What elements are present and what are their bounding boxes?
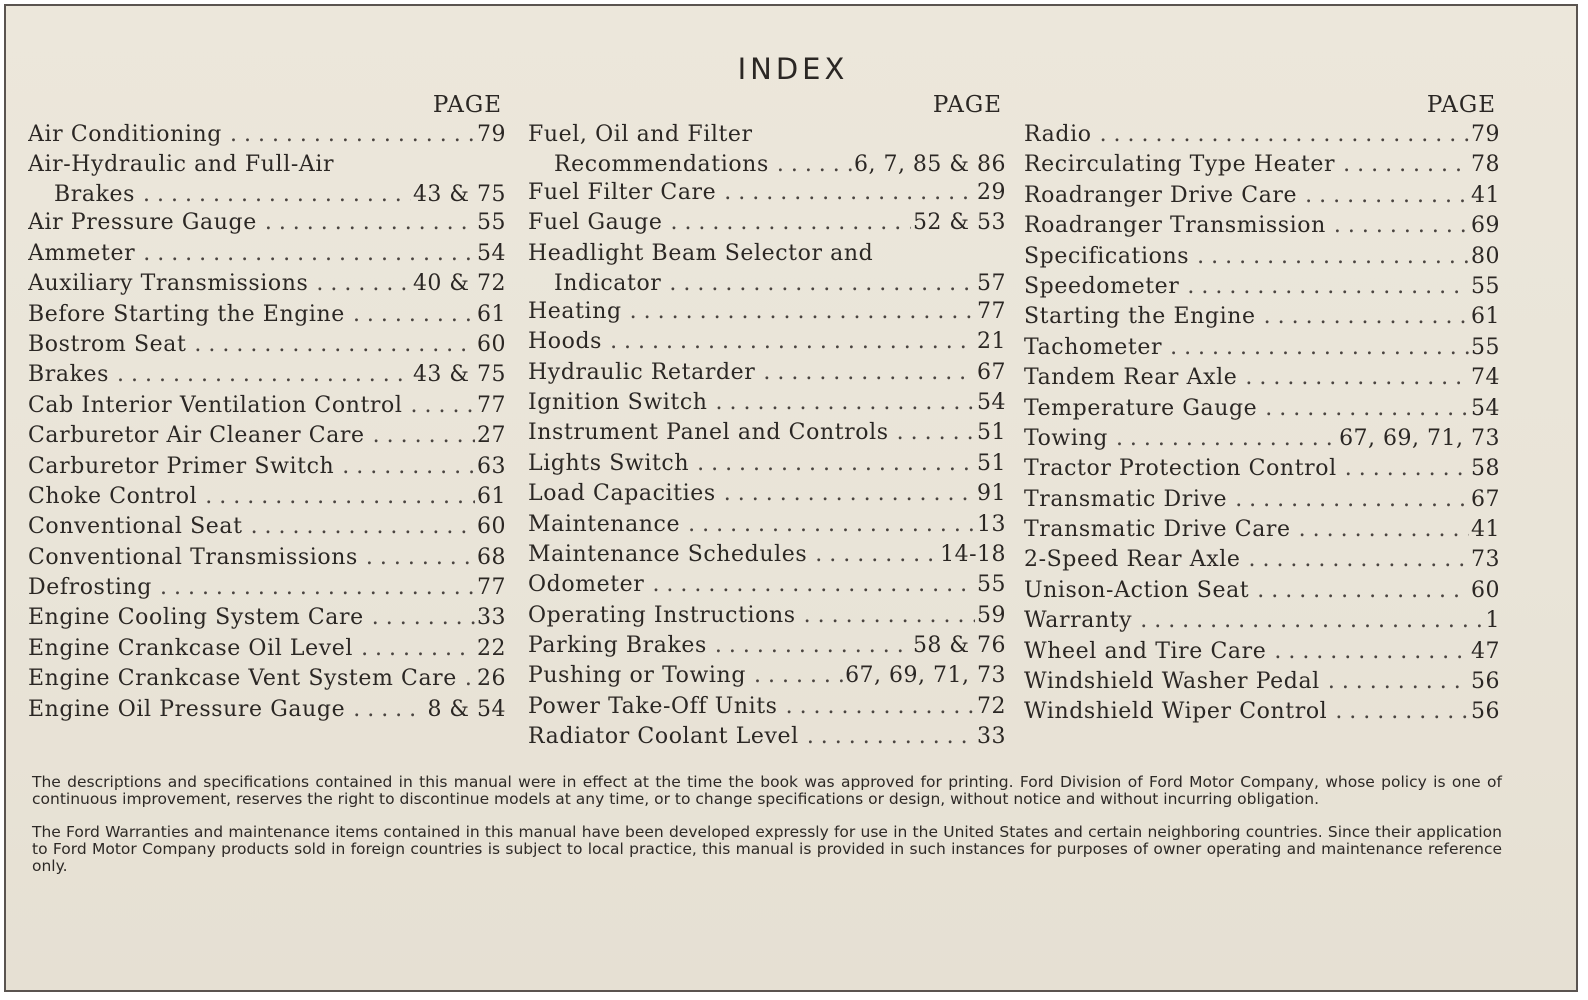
entry-page-number: 67 xyxy=(1471,486,1500,512)
entry-page-number: 55 xyxy=(1471,273,1500,299)
entry-name: Cab Interior Ventilation Control xyxy=(28,392,403,418)
index-column-1 xyxy=(28,90,506,725)
entry-page-number: 67 xyxy=(977,359,1006,385)
disclaimer-paragraph: The descriptions and specifications contained in this manual were in effect at the time the book was approved for printing. Ford Division of Ford Motor Company, whose policy is one of continuous improvement, reserves the right to discontinue models at any time, or to change specifications or design, without notice and without incurring obligation. xyxy=(32,773,1502,808)
page-column-header: PAGE xyxy=(932,92,1002,118)
dot-leader xyxy=(1248,545,1469,575)
dot-leader xyxy=(804,601,975,631)
entry-page-number: 33 xyxy=(477,605,506,631)
entry-page-number: 6, 7, 85 & 86 xyxy=(853,152,1006,177)
index-entry xyxy=(28,695,506,725)
entry-name: Roadranger Transmission xyxy=(1024,213,1326,239)
entry-page-number: 43 & 75 xyxy=(412,362,506,388)
entry-list xyxy=(28,120,506,725)
index-entry xyxy=(1024,272,1500,302)
index-entry xyxy=(28,634,506,664)
index-entry xyxy=(28,664,506,694)
entry-name: Brakes xyxy=(28,362,110,388)
entry-name: Defrosting xyxy=(28,575,152,601)
entry-name: Windshield Wiper Control xyxy=(1024,699,1328,725)
dot-leader xyxy=(1187,272,1469,302)
index-entry xyxy=(528,631,1006,661)
dot-leader xyxy=(610,327,975,357)
entry-page-number: 80 xyxy=(1471,243,1500,269)
entry-name: 2-Speed Rear Axle xyxy=(1024,547,1241,573)
disclaimer-notes xyxy=(32,774,1502,891)
dot-leader xyxy=(754,661,843,691)
index-entry xyxy=(1024,333,1500,363)
index-entry xyxy=(528,358,1006,388)
dot-leader xyxy=(361,634,475,664)
entry-name: Tachometer xyxy=(1024,334,1163,360)
index-entry xyxy=(528,540,1006,570)
dot-leader xyxy=(353,695,425,725)
dot-leader xyxy=(1305,181,1469,211)
entry-page-number: 67, 69, 71, 73 xyxy=(845,663,1006,689)
dot-leader xyxy=(1116,424,1337,454)
dot-leader xyxy=(897,418,975,448)
entry-page-number: 33 xyxy=(977,724,1006,750)
entry-name: Temperature Gauge xyxy=(1024,395,1258,421)
dot-leader xyxy=(1265,394,1469,424)
index-entry xyxy=(1024,637,1500,667)
entry-page-number: 1 xyxy=(1485,608,1500,634)
index-entry xyxy=(528,178,1006,208)
dot-leader xyxy=(724,178,975,208)
entry-page-number: 29 xyxy=(977,180,1006,205)
index-entry xyxy=(28,452,506,482)
entry-page-number: 55 xyxy=(1471,334,1500,360)
entry-name: Lights Switch xyxy=(528,450,690,476)
dot-leader xyxy=(1170,333,1469,363)
entry-name: Roadranger Drive Care xyxy=(1024,182,1298,208)
dot-leader xyxy=(1140,606,1483,636)
dot-leader xyxy=(763,358,975,388)
dot-leader xyxy=(316,269,411,299)
index-entry xyxy=(28,482,506,512)
dot-leader xyxy=(373,421,475,451)
entry-name: Engine Crankcase Vent System Care xyxy=(28,666,457,692)
entry-name: Maintenance xyxy=(528,511,681,537)
index-entry xyxy=(28,300,506,330)
entry-page-number: 73 xyxy=(1471,547,1500,573)
dot-leader xyxy=(1235,485,1469,515)
dot-leader xyxy=(230,120,475,150)
entry-name: Windshield Washer Pedal xyxy=(1024,669,1320,695)
dot-leader xyxy=(1274,637,1469,667)
entry-name: Conventional Seat xyxy=(28,514,243,540)
entry-page-number: 69 xyxy=(1471,213,1500,239)
index-entry xyxy=(528,239,1006,297)
index-column-2 xyxy=(528,90,1006,753)
entry-page-number: 57 xyxy=(977,270,1006,296)
entry-name: Heating xyxy=(528,298,622,324)
entry-name: Auxiliary Transmissions xyxy=(28,271,309,297)
entry-name: Unison-Action Seat xyxy=(1024,577,1250,603)
entry-name: Fuel Gauge xyxy=(528,210,663,236)
entry-name: Before Starting the Engine xyxy=(28,301,345,327)
index-entry xyxy=(528,570,1006,600)
dot-leader xyxy=(1343,150,1469,180)
index-entry xyxy=(28,269,506,299)
index-entry xyxy=(528,449,1006,479)
entry-name: Air Conditioning xyxy=(28,122,222,147)
entry-page-number: 54 xyxy=(977,389,1006,415)
index-entry xyxy=(1024,697,1500,727)
dot-leader xyxy=(1299,515,1469,545)
dot-leader xyxy=(1100,120,1469,150)
index-entry xyxy=(528,327,1006,357)
entry-name-line1: Headlight Beam Selector and xyxy=(528,240,874,266)
index-entry xyxy=(28,421,506,451)
entry-page-number: 60 xyxy=(477,514,506,540)
index-entry xyxy=(1024,120,1500,150)
entry-name: Carburetor Air Cleaner Care xyxy=(28,423,365,449)
index-entry xyxy=(528,297,1006,327)
dot-leader xyxy=(716,388,975,418)
index-entry xyxy=(28,603,506,633)
index-entry xyxy=(28,120,506,150)
entry-page-number: 63 xyxy=(477,453,506,479)
dot-leader xyxy=(1257,576,1469,606)
entry-page-number: 55 xyxy=(977,572,1006,598)
entry-name: Pushing or Towing xyxy=(528,663,746,689)
entry-page-number: 41 xyxy=(1471,517,1500,543)
entry-name: Conventional Transmissions xyxy=(28,544,358,570)
entry-page-number: 77 xyxy=(477,575,506,601)
entry-name-line1: Air-Hydraulic and Full-Air xyxy=(28,152,335,178)
entry-page-number: 27 xyxy=(477,423,506,449)
entry-name: Engine Crankcase Oil Level xyxy=(28,635,354,661)
index-page xyxy=(4,4,1578,992)
index-entry xyxy=(1024,242,1500,272)
index-entry xyxy=(528,661,1006,691)
entry-page-number: 52 & 53 xyxy=(912,210,1006,236)
entry-page-number: 55 xyxy=(477,210,506,236)
index-entry xyxy=(528,692,1006,722)
dot-leader xyxy=(697,449,975,479)
dot-leader xyxy=(786,692,975,722)
dot-leader xyxy=(724,479,975,509)
index-entry xyxy=(1024,302,1500,332)
index-entry xyxy=(1024,211,1500,241)
index-entry xyxy=(1024,150,1500,180)
page-column-header: PAGE xyxy=(432,92,502,118)
index-entry xyxy=(1024,363,1500,393)
dot-leader xyxy=(143,180,411,208)
entry-name: Wheel and Tire Care xyxy=(1024,638,1267,664)
dot-leader xyxy=(1328,667,1469,697)
entry-name: Engine Oil Pressure Gauge xyxy=(28,696,346,722)
entry-name: Hoods xyxy=(528,329,603,355)
entry-name: Ammeter xyxy=(28,240,136,266)
entry-page-number: 77 xyxy=(477,392,506,418)
entry-page-number: 61 xyxy=(477,483,506,509)
index-entry xyxy=(528,510,1006,540)
entry-page-number: 79 xyxy=(1471,122,1500,147)
entry-page-number: 79 xyxy=(477,122,506,147)
entry-page-number: 58 & 76 xyxy=(912,633,1006,659)
entry-page-number: 72 xyxy=(977,693,1006,719)
index-entry xyxy=(1024,545,1500,575)
entry-page-number: 58 xyxy=(1471,456,1500,482)
entry-name: Operating Instructions xyxy=(528,602,796,628)
entry-name: Radio xyxy=(1024,122,1092,147)
entry-name: Instrument Panel and Controls xyxy=(528,420,889,446)
dot-leader xyxy=(715,631,911,661)
entry-name: Transmatic Drive xyxy=(1024,486,1228,512)
entry-list xyxy=(1024,120,1500,728)
dot-leader xyxy=(1197,242,1469,272)
entry-page-number: 74 xyxy=(1471,365,1500,391)
dot-leader xyxy=(143,239,475,269)
entry-page-number: 61 xyxy=(477,301,506,327)
index-entry xyxy=(1024,606,1500,636)
index-entry xyxy=(528,479,1006,509)
entry-name: Speedometer xyxy=(1024,273,1180,299)
dot-leader xyxy=(688,510,975,540)
entry-name: Transmatic Drive Care xyxy=(1024,517,1291,543)
entry-page-number: 56 xyxy=(1471,699,1500,725)
dot-leader xyxy=(251,512,475,542)
entry-name: Power Take-Off Units xyxy=(528,693,778,719)
dot-leader xyxy=(777,150,852,178)
index-entry xyxy=(1024,515,1500,545)
dot-leader xyxy=(366,543,475,573)
entry-name: Hydraulic Retarder xyxy=(528,359,756,385)
entry-page-number: 77 xyxy=(977,298,1006,324)
entry-name: Maintenance Schedules xyxy=(528,541,808,567)
entry-page-number: 51 xyxy=(977,450,1006,476)
entry-page-number: 78 xyxy=(1471,152,1500,178)
entry-name: Recommendations xyxy=(554,152,769,177)
entry-page-number: 60 xyxy=(477,331,506,357)
entry-page-number: 60 xyxy=(1471,577,1500,603)
dot-leader xyxy=(1335,697,1469,727)
entry-name: Odometer xyxy=(528,572,645,598)
index-entry xyxy=(28,208,506,238)
entry-name: Bostrom Seat xyxy=(28,331,187,357)
entry-list xyxy=(528,120,1006,753)
dot-leader xyxy=(652,570,975,600)
dot-leader xyxy=(342,452,475,482)
entry-page-number: 67, 69, 71, 73 xyxy=(1339,425,1500,451)
index-entry xyxy=(528,722,1006,752)
index-entry xyxy=(528,601,1006,631)
entry-page-number: 26 xyxy=(477,666,506,692)
entry-page-number: 40 & 72 xyxy=(412,271,506,297)
entry-page-number: 54 xyxy=(1471,395,1500,421)
index-entry xyxy=(528,208,1006,238)
entry-page-number: 22 xyxy=(477,635,506,661)
index-entry xyxy=(28,360,506,390)
dot-leader xyxy=(353,300,475,330)
index-entry xyxy=(1024,424,1500,454)
index-entry xyxy=(28,150,506,208)
entry-name: Engine Cooling System Care xyxy=(28,605,364,631)
index-entry xyxy=(28,239,506,269)
dot-leader xyxy=(1345,454,1469,484)
entry-page-number: 51 xyxy=(977,420,1006,446)
entry-name: Warranty xyxy=(1024,608,1133,634)
disclaimer-paragraph: The Ford Warranties and maintenance items contained in this manual have been developed expressly for use in the United States and certain neighboring countries. Since their application to Ford Motor Company products sold in foreign countries is subject to local practice, this manual is provided in such instances for purposes of owner operating and maintenance reference only. xyxy=(32,823,1502,875)
entry-page-number: 21 xyxy=(977,329,1006,355)
entry-page-number: 56 xyxy=(1471,669,1500,695)
entry-page-number: 91 xyxy=(977,481,1006,507)
entry-name: Specifications xyxy=(1024,243,1190,269)
index-entry xyxy=(528,418,1006,448)
dot-leader xyxy=(630,297,975,327)
entry-name: Towing xyxy=(1024,425,1108,451)
index-entry xyxy=(28,391,506,421)
entry-name: Brakes xyxy=(54,182,136,208)
entry-name: Starting the Engine xyxy=(1024,304,1256,330)
dot-leader xyxy=(465,664,475,694)
dot-leader xyxy=(815,540,938,570)
index-entry xyxy=(28,330,506,360)
entry-name: Ignition Switch xyxy=(528,389,708,415)
index-entry xyxy=(28,543,506,573)
entry-name: Tractor Protection Control xyxy=(1024,456,1337,482)
index-entry xyxy=(1024,485,1500,515)
entry-name: Fuel Filter Care xyxy=(528,180,717,205)
dot-leader xyxy=(669,269,975,297)
entry-page-number: 13 xyxy=(977,511,1006,537)
entry-name: Parking Brakes xyxy=(528,633,707,659)
entry-page-number: 47 xyxy=(1471,638,1500,664)
index-entry xyxy=(1024,667,1500,697)
entry-page-number: 14-18 xyxy=(940,541,1006,567)
page-title: INDEX xyxy=(737,52,849,86)
entry-page-number: 61 xyxy=(1471,304,1500,330)
index-entry xyxy=(528,120,1006,178)
index-entry xyxy=(1024,454,1500,484)
dot-leader xyxy=(1245,363,1469,393)
dot-leader xyxy=(160,573,475,603)
entry-name: Load Capacities xyxy=(528,481,716,507)
entry-name: Indicator xyxy=(554,270,662,296)
dot-leader xyxy=(194,330,475,360)
entry-name: Recirculating Type Heater xyxy=(1024,152,1336,178)
dot-leader xyxy=(670,208,910,238)
entry-name-line1: Fuel, Oil and Filter xyxy=(528,122,753,147)
entry-page-number: 43 & 75 xyxy=(412,182,506,208)
entry-page-number: 59 xyxy=(977,602,1006,628)
page-column-header: PAGE xyxy=(1426,92,1496,118)
entry-name: Radiator Coolant Level xyxy=(528,724,799,750)
entry-name: Air Pressure Gauge xyxy=(28,210,257,236)
index-entry xyxy=(1024,576,1500,606)
dot-leader xyxy=(411,391,475,421)
index-entry xyxy=(1024,394,1500,424)
dot-leader xyxy=(1334,211,1469,241)
index-entry xyxy=(28,573,506,603)
dot-leader xyxy=(807,722,975,752)
entry-name: Carburetor Primer Switch xyxy=(28,453,335,479)
dot-leader xyxy=(117,360,411,390)
entry-name: Tandem Rear Axle xyxy=(1024,365,1238,391)
dot-leader xyxy=(1264,302,1469,332)
index-entry xyxy=(28,512,506,542)
index-entry xyxy=(528,388,1006,418)
entry-page-number: 68 xyxy=(477,544,506,570)
dot-leader xyxy=(265,208,475,238)
entry-page-number: 54 xyxy=(477,240,506,266)
entry-page-number: 41 xyxy=(1471,182,1500,208)
dot-leader xyxy=(205,482,475,512)
dot-leader xyxy=(372,603,475,633)
index-column-3 xyxy=(1024,90,1500,728)
entry-page-number: 8 & 54 xyxy=(427,696,506,722)
index-entry xyxy=(1024,181,1500,211)
entry-name: Choke Control xyxy=(28,483,198,509)
